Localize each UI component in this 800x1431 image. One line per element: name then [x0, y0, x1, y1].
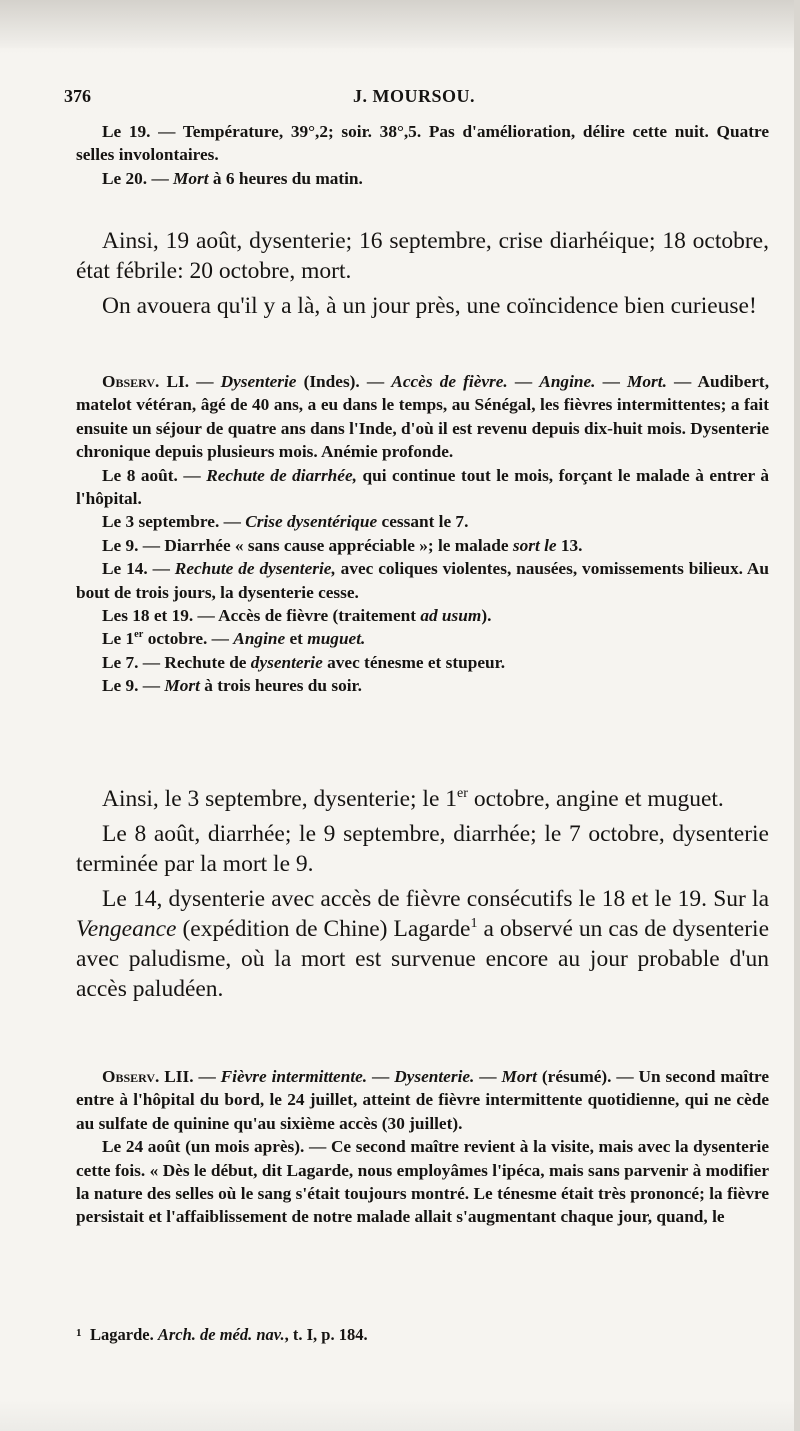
paragraph	[76, 167, 769, 190]
text-run: Le 9. — Diarrhée « sans cause appréciable »; le malade	[102, 535, 513, 555]
footnote-reference: 1	[470, 915, 478, 932]
text-run: Le 14. —	[102, 559, 175, 579]
text-run-italic: sort le	[512, 535, 557, 555]
paragraph	[76, 674, 769, 697]
text-run: — Audibert, matelot vétéran, âgé de 40 ans, a eu dans le temps, au Sénégal, les fièvres intermittentes; a fait ensuite un séjour de quatre ans dans l'Inde, d'où il est revenu depuis dix-huit mois. Dysenterie chronique depuis plusieurs mois. Anémie profonde.	[76, 372, 770, 462]
text-run-italic: ad usum	[420, 606, 482, 626]
paragraph	[76, 884, 769, 1004]
text-run-italic: Dysenterie.	[394, 1067, 475, 1086]
text-run: Le 1	[102, 629, 135, 649]
paragraph: Ainsi, 19 août, dysenterie; 16 septembre, crise diarhéique; 18 octobre, état fébrile: 20 octobre, mort.	[76, 228, 769, 284]
observation-label: Observ. LI. —	[102, 372, 221, 391]
footnote-mark: 1	[76, 1327, 82, 1339]
text-run: octobre. —	[143, 629, 234, 649]
running-title: J. MOURSOU.	[353, 86, 475, 106]
superscript: er	[134, 629, 144, 641]
text-run: —	[507, 372, 540, 391]
text-run: avec coliques violentes, nausées, vomissements bilieux. Au bout de trois jours, la dysenterie cesse.	[76, 559, 769, 602]
text-run-italic: Angine.	[539, 372, 596, 391]
text-run: octobre, angine et muguet.	[467, 786, 724, 812]
footnote	[76, 1325, 769, 1345]
observation-51	[76, 370, 769, 698]
page-header	[64, 86, 764, 110]
scan-right-edge	[794, 0, 800, 1431]
text-run: avec ténesme et stupeur.	[322, 652, 506, 672]
text-run: Ainsi, le 3 septembre, dysenterie; le 1	[102, 786, 458, 812]
paragraph	[76, 464, 769, 511]
text-run: Le 3 septembre. —	[102, 512, 246, 532]
paragraph: Le 8 août, diarrhée; le 9 septembre, diarrhée; le 7 octobre, dysenterie terminée par la mort le 9.	[76, 821, 769, 877]
text-run: cessant le 7.	[377, 512, 469, 532]
text-run: (Indes). —	[296, 372, 392, 391]
text-run-italic: Mort	[501, 1067, 537, 1086]
page-number: 376	[64, 86, 91, 106]
text-run: ).	[481, 606, 492, 626]
text-run-italic: dysenterie	[250, 652, 323, 672]
text-run-italic: Mort.	[627, 372, 667, 391]
text-run-italic: Mort	[164, 676, 200, 696]
observation-52	[76, 1065, 769, 1229]
paragraph: On avouera qu'il y a là, à un jour près, une coïncidence bien curieuse!	[102, 293, 757, 319]
text-run: (expédition de Chine) Lagarde	[176, 916, 471, 942]
paragraph: Le 24 août (un mois après). — Ce second maître revient à la visite, mais avec la dysenterie cette fois. « Dès le début, dit Lagarde, nous employâmes l'ipéca, mais sans parvenir à modifier la nature des selles où le sang s'était toujours montré. Le ténesme était très prononcé; la fièvre persistait et l'affaiblissement de notre malade allait s'augmentant chaque jour, quand, le	[76, 1137, 769, 1227]
paragraph	[76, 784, 769, 814]
text-run-italic: Crise dysentérique	[245, 512, 378, 532]
text-run: à 6 heures du matin.	[208, 168, 363, 188]
paragraph	[76, 534, 769, 557]
text-run: , t. I, p. 184.	[284, 1325, 368, 1344]
superscript: er	[457, 785, 468, 802]
text-run: Lagarde.	[90, 1325, 158, 1344]
text-run-italic: Arch. de méd. nav.	[157, 1325, 285, 1344]
text-run: Le 9. —	[102, 676, 165, 696]
observation-heading	[76, 1065, 769, 1135]
text-run: Les 18 et 19. — Accès de fièvre (traitement	[102, 606, 421, 626]
text-run-italic: Rechute de dysenterie,	[174, 559, 336, 579]
text-run: a observé un cas de dysenterie avec paludisme, où la mort est survenue encore au jour probable d'un accès paludéen.	[76, 916, 769, 1002]
text-run: qui continue tout le mois, forçant le malade à entrer à l'hôpital.	[76, 465, 769, 509]
text-run-italic: Mort	[173, 168, 209, 188]
text-run: (résumé). — Un second maître entre à l'hôpital du bord, le 24 juillet, atteint de fièvre intermittente quotidienne, qui ne cède au sulfate de quinine qu'au sixième accès (30 juillet).	[76, 1067, 769, 1133]
text-run-italic: Fièvre intermittente.	[220, 1067, 368, 1086]
text-run: et	[285, 629, 308, 649]
case-continuation	[76, 120, 769, 190]
observation-heading	[76, 370, 769, 464]
scan-top-shadow	[0, 0, 800, 48]
commentary-block	[76, 784, 769, 1004]
commentary-block	[76, 226, 769, 321]
text-run-italic: Rechute de diarrhée,	[206, 465, 357, 485]
paragraph: Le 19. — Température, 39°,2; soir. 38°,5. Pas d'amélioration, délire cette nuit. Quatre selles involontaires.	[76, 122, 769, 165]
text-run: à trois heures du soir.	[199, 676, 362, 696]
paragraph	[76, 651, 769, 674]
text-run-italic: Vengeance	[76, 916, 177, 942]
text-run: Le 14, dysenterie avec accès de fièvre consécutifs le 18 et le 19. Sur la	[102, 886, 769, 912]
paragraph	[76, 510, 769, 533]
text-run: —	[367, 1067, 395, 1086]
text-run: 13.	[556, 535, 583, 555]
text-run: —	[474, 1067, 502, 1086]
text-run: Le 8 août. —	[102, 465, 207, 485]
paragraph	[76, 557, 769, 604]
observation-label: Observ. LII. —	[102, 1067, 221, 1086]
text-run: —	[595, 372, 628, 391]
text-run: Le 7. — Rechute de	[102, 652, 251, 672]
text-run-italic: Dysenterie	[220, 372, 297, 391]
text-run-italic: muguet.	[307, 629, 366, 649]
text-run-italic: Angine	[233, 629, 286, 649]
paragraph	[76, 627, 769, 650]
paragraph	[76, 604, 769, 627]
text-run: Le 20. —	[102, 168, 174, 188]
text-run-italic: Accès de fièvre.	[391, 372, 508, 391]
